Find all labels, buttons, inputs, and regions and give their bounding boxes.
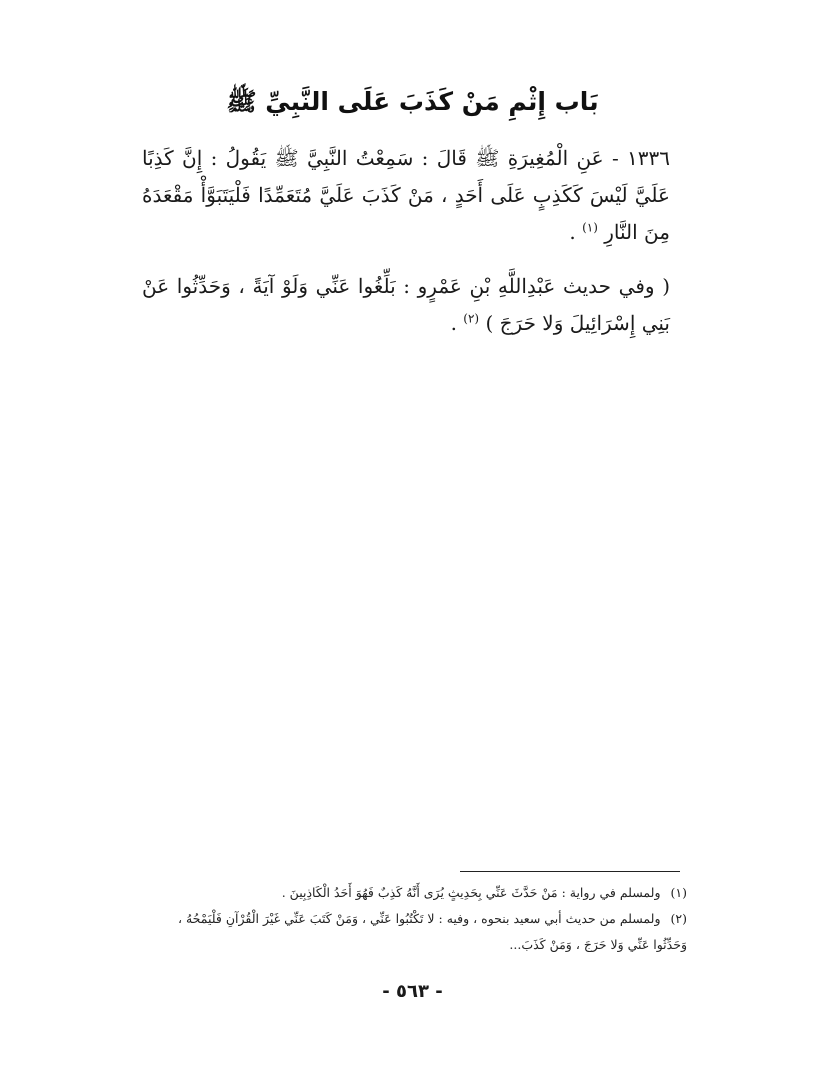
- hadith-paragraph: [142, 140, 670, 251]
- footnote-marker-2: (٢): [463, 311, 480, 326]
- footnote-text: ولمسلم من حديث أبي سعيد بنحوه ، وفيه : لا تَكْتُبُوا عَنِّي ، وَمَنْ كَتَبَ عَنِّي غَيْرَ الْقُرْآنِ فَلْيَمْحُهُ ، وَحَدِّثُوا عَنِّي وَلا حَرَجَ ، وَمَنْ كَذَبَ...: [177, 911, 687, 952]
- chapter-title: بَاب إِثْمِ مَنْ كَذَبَ عَلَى النَّبِيِّ ﷺ: [226, 87, 599, 116]
- second-narration-paragraph: [142, 268, 670, 342]
- footnotes-section: [142, 880, 687, 958]
- hadith-end-mark: .: [569, 220, 576, 244]
- footnote-text: ولمسلم في رواية : مَنْ حَدَّثَ عَنِّي بِحَدِيثٍ يُرَى أَنَّهُ كَذِبٌ فَهُوَ أَحَدُ الْكَاذِبِينَ .: [281, 885, 661, 900]
- second-narration-end-mark: .: [450, 311, 457, 335]
- footnote-divider: [460, 871, 680, 872]
- footnote-number: (٢): [670, 911, 687, 926]
- footnote-number: (١): [670, 885, 687, 900]
- hadith-text: عَنِ الْمُغِيرَةِ ﷺ قَالَ : سَمِعْتُ النَّبِيَّ ﷺ يَقُولُ : إِنَّ كَذِبًا عَلَيَّ لَيْسَ كَكَذِبٍ عَلَى أَحَدٍ ، مَنْ كَذَبَ عَلَيَّ مُتَعَمِّدًا فَلْيَتَبَوَّأْ مَقْعَدَهُ مِنَ النَّارِ: [142, 146, 670, 244]
- page-number: - ٥٦٣ -: [382, 981, 443, 1002]
- second-narration-text: ( وفي حديث عَبْدِاللَّهِ بْنِ عَمْرٍو : بَلِّغُوا عَنِّي وَلَوْ آيَةً ، وَحَدِّثُوا عَنْ بَنِي إِسْرَائِيلَ وَلا حَرَجَ ): [142, 274, 670, 335]
- footnote-item: [142, 906, 687, 958]
- footnote-item: [142, 880, 687, 906]
- footnote-marker-1: (١): [582, 220, 598, 235]
- hadith-number: ١٣٣٦ -: [611, 146, 670, 170]
